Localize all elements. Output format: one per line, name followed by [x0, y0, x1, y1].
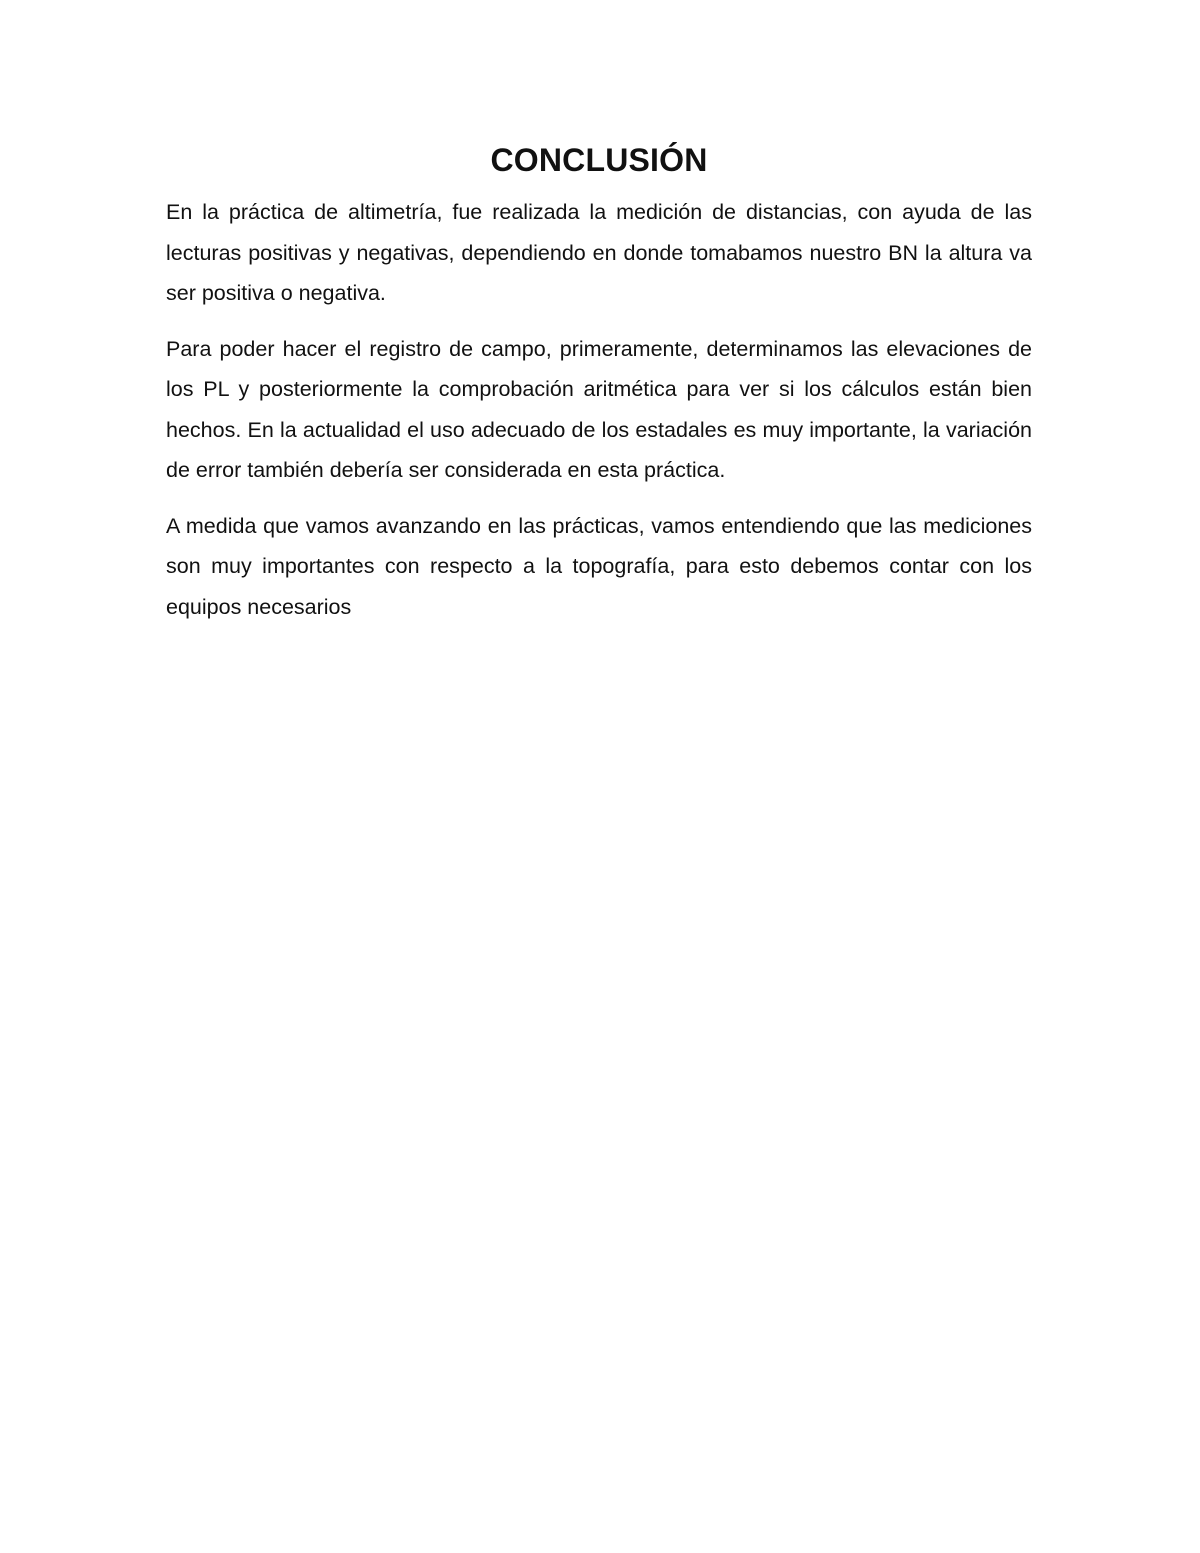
paragraph-1: En la práctica de altimetría, fue realizada la medición de distancias, con ayuda de las lecturas positivas y negativas, dependiendo en donde tomabamos nuestro BN la altura va ser positiva o negativa.	[166, 200, 1032, 305]
paragraph-3: A medida que vamos avanzando en las prácticas, vamos entendiendo que las mediciones son muy importantes con respecto a la topografía, para esto debemos contar con los equipos necesarios	[166, 513, 1032, 619]
paragraph-2: Para poder hacer el registro de campo, primeramente, determinamos las elevaciones de los PL y posteriormente la comprobación aritmética para ver si los cálculos están bien hechos. En la actualidad el uso adecuado de los estadales es muy importante, la variación de error también debería ser considerada en esta práctica.	[166, 336, 1032, 482]
page-title: CONCLUSIÓN	[490, 142, 708, 178]
document-body	[166, 138, 1032, 627]
